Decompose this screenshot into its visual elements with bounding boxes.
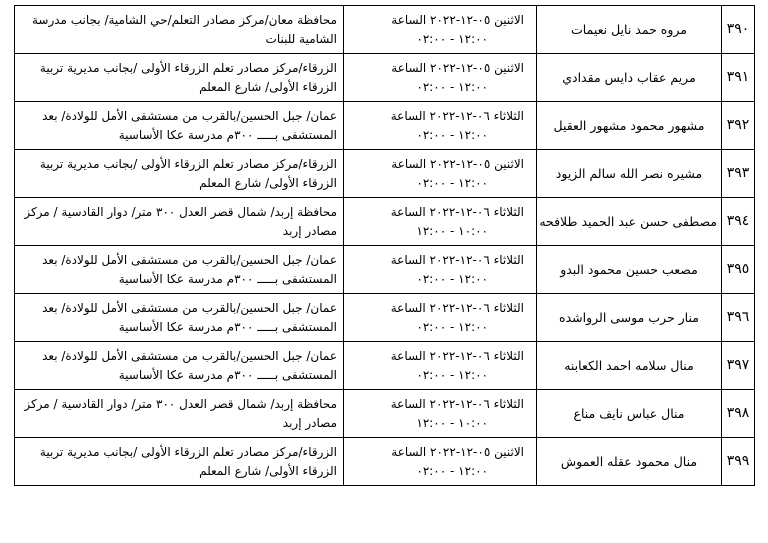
exam-time: ١٢:٠٠ - ٠٢:٠٠ [416,79,488,94]
exam-time: ١٢:٠٠ - ٠٢:٠٠ [416,463,488,478]
candidate-name-cell [537,246,722,294]
candidate-name-cell [537,198,722,246]
row-number: ٣٩٧ [726,357,750,373]
candidate-name: مروه حمد نايل نعيمات [571,22,687,37]
exam-date-cell [344,198,537,246]
exam-date: الثلاثاء ٠٦-١٢-٢٠٢٢ الساعة [390,204,524,219]
candidate-name-cell [537,54,722,102]
exam-date-cell [344,342,537,390]
candidate-name-cell [537,342,722,390]
exam-location-line-1: محافظة إربد/ شمال قصر العدل ٣٠٠ متر/ دوار القادسية / مركز [24,204,337,219]
candidate-name: مريم عقاب دايس مقدادي [562,70,696,85]
row-number-cell [722,294,755,342]
exam-location-line-2: المستشفى بـــــ ٣٠٠م مدرسة عكا الأساسية [118,319,337,334]
exam-time: ١٠:٠٠ - ١٢:٠٠ [416,223,488,238]
exam-date: الاثنين ٠٥-١٢-٢٠٢٢ الساعة [391,156,524,171]
table-row [15,102,755,150]
candidate-name: منار حرب موسى الرواشده [559,310,699,325]
exam-date-cell [344,438,537,486]
row-number-cell [722,390,755,438]
row-number: ٣٩١ [726,69,750,85]
exam-location-line-1: عمان/ جبل الحسين/بالقرب من مستشفى الأمل للولادة/ بعد [42,300,337,315]
row-number-cell [722,342,755,390]
exam-location-line-1: محافظة إربد/ شمال قصر العدل ٣٠٠ متر/ دوار القادسية / مركز [24,396,337,411]
exam-time: ١٢:٠٠ - ٠٢:٠٠ [416,31,488,46]
exam-location-line-2: المستشفى بـــــ ٣٠٠م مدرسة عكا الأساسية [118,127,337,142]
row-number-cell [722,150,755,198]
exam-location-cell [15,6,344,54]
row-number-cell [722,6,755,54]
exam-time: ١٢:٠٠ - ٠٢:٠٠ [416,175,488,190]
row-number-cell [722,198,755,246]
exam-date-cell [344,150,537,198]
row-number: ٣٩٥ [726,261,750,277]
row-number: ٣٩٦ [726,309,750,325]
exam-date: الثلاثاء ٠٦-١٢-٢٠٢٢ الساعة [390,396,524,411]
exam-location-cell [15,54,344,102]
candidate-name: مصعب حسين محمود البدو [560,262,698,277]
exam-location-cell [15,342,344,390]
exam-location-line-1: الزرقاء/مركز مصادر تعلم الزرقاء الأولى /بجانب مديرية تربية [39,156,337,171]
exam-time: ١٢:٠٠ - ٠٢:٠٠ [416,271,488,286]
table-row [15,198,755,246]
exam-location-line-2: مصادر إربد [282,415,337,430]
exam-location-cell [15,246,344,294]
exam-location-cell [15,438,344,486]
schedule-table-body [15,6,755,486]
exam-location-line-1: محافظة معان/مركز مصادر التعلم/حي الشامية/ بجانب مدرسة [31,12,337,27]
exam-location-cell [15,102,344,150]
table-row [15,390,755,438]
exam-date-cell [344,54,537,102]
exam-location-line-2: الزرقاء الأولى/ شارع المعلم [199,463,337,478]
exam-time: ١٢:٠٠ - ٠٢:٠٠ [416,319,488,334]
exam-location-cell [15,150,344,198]
row-number-cell [722,102,755,150]
exam-date: الثلاثاء ٠٦-١٢-٢٠٢٢ الساعة [390,348,524,363]
candidate-name: منال عباس نايف مناع [573,406,685,421]
exam-date: الاثنين ٠٥-١٢-٢٠٢٢ الساعة [391,444,524,459]
exam-location-cell [15,198,344,246]
candidate-name-cell [537,102,722,150]
exam-date-cell [344,294,537,342]
candidate-name: مشهور محمود مشهور العقيل [553,118,705,133]
exam-date: الاثنين ٠٥-١٢-٢٠٢٢ الساعة [391,12,524,27]
exam-location-line-2: الزرقاء الأولى/ شارع المعلم [199,79,337,94]
exam-location-cell [15,294,344,342]
candidate-name-cell [537,6,722,54]
schedule-table [14,5,755,486]
exam-date: الثلاثاء ٠٦-١٢-٢٠٢٢ الساعة [390,252,524,267]
candidate-name: مشيره نصر الله سالم الزيود [555,166,703,181]
row-number: ٣٩٩ [726,453,750,469]
exam-location-line-2: الشامية للبنات [265,31,337,46]
exam-location-line-1: عمان/ جبل الحسين/بالقرب من مستشفى الأمل للولادة/ بعد [42,108,337,123]
exam-location-line-2: المستشفى بـــــ ٣٠٠م مدرسة عكا الأساسية [118,367,337,382]
exam-location-cell [15,390,344,438]
exam-location-line-2: مصادر إربد [282,223,337,238]
table-row [15,342,755,390]
exam-location-line-1: الزرقاء/مركز مصادر تعلم الزرقاء الأولى /بجانب مديرية تربية [39,444,337,459]
table-row [15,294,755,342]
candidate-name-cell [537,438,722,486]
row-number: ٣٩٨ [726,405,750,421]
candidate-name-cell [537,294,722,342]
table-row [15,438,755,486]
exam-location-line-1: الزرقاء/مركز مصادر تعلم الزرقاء الأولى /بجانب مديرية تربية [39,60,337,75]
candidate-name: منال محمود عقله العموش [560,454,698,469]
row-number-cell [722,54,755,102]
exam-location-line-2: الزرقاء الأولى/ شارع المعلم [199,175,337,190]
exam-date: الثلاثاء ٠٦-١٢-٢٠٢٢ الساعة [390,300,524,315]
table-row [15,6,755,54]
table-row [15,246,755,294]
exam-date: الثلاثاء ٠٦-١٢-٢٠٢٢ الساعة [390,108,524,123]
row-number: ٣٩٠ [726,21,750,37]
exam-location-line-1: عمان/ جبل الحسين/بالقرب من مستشفى الأمل للولادة/ بعد [42,252,337,267]
row-number: ٣٩٣ [726,165,750,181]
row-number: ٣٩٤ [726,213,750,229]
exam-date-cell [344,246,537,294]
exam-date-cell [344,390,537,438]
exam-date-cell [344,102,537,150]
row-number-cell [722,246,755,294]
exam-time: ١٢:٠٠ - ٠٢:٠٠ [416,127,488,142]
candidate-name: مصطفى حسن عبد الحميد طلافحه [539,214,717,229]
exam-time: ١٢:٠٠ - ٠٢:٠٠ [416,367,488,382]
table-row [15,54,755,102]
exam-location-line-1: عمان/ جبل الحسين/بالقرب من مستشفى الأمل للولادة/ بعد [42,348,337,363]
candidate-name-cell [537,390,722,438]
row-number-cell [722,438,755,486]
exam-location-line-2: المستشفى بـــــ ٣٠٠م مدرسة عكا الأساسية [118,271,337,286]
exam-date: الاثنين ٠٥-١٢-٢٠٢٢ الساعة [391,60,524,75]
row-number: ٣٩٢ [726,117,750,133]
exam-time: ١٠:٠٠ - ١٢:٠٠ [416,415,488,430]
candidate-name: منال سلامه احمد الكعابنه [564,358,694,373]
table-row [15,150,755,198]
candidate-name-cell [537,150,722,198]
exam-date-cell [344,6,537,54]
